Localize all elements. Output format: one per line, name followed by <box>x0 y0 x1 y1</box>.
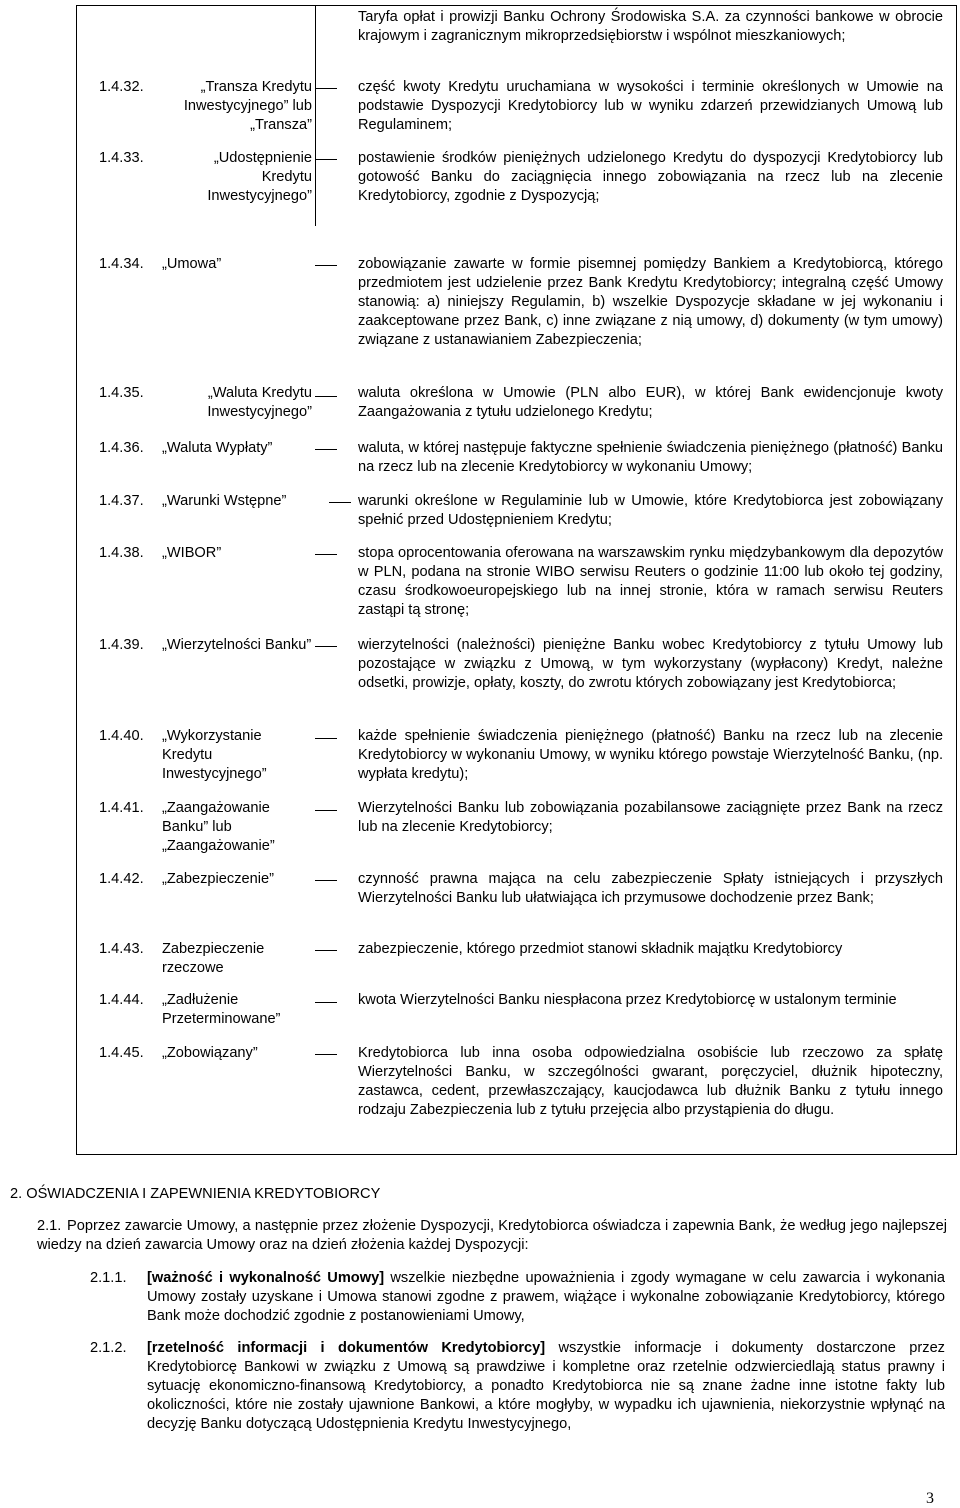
definition-text: waluta określona w Umowie (PLN albo EUR), w której Bank ewidencjonuje kwoty Zaangażowania z tytułu udzielonego Kredytu; <box>358 385 943 420</box>
dash-divider <box>315 646 337 647</box>
definition-number: 1.4.39. <box>99 637 144 653</box>
definition-number: 1.4.36. <box>99 440 144 456</box>
definition-text: część kwoty Kredytu uruchamiana w wysokości i terminie określonych w Umowie na podstawie Dyspozycji Kredytobiorcy lub w wyniku zdarzeń przewidzianych Umową lub Regulaminem; <box>358 79 943 133</box>
dash-divider <box>315 396 337 397</box>
dash-divider <box>315 810 337 811</box>
definition-text: czynność prawna mająca na celu zabezpieczenie Spłaty istniejących i przyszłych Wierzytelności Banku lub ułatwiająca ich przymusowe dochodzenie przez Bank; <box>358 871 943 906</box>
paragraph-text: wszystkie informacje i dokumenty dostarczone przez Kredytobiorcę Bankowi w związku z Umową są prawdziwe i kompletne oraz rzetelnie odzwierciedlają status prawny i sytuację ekonomiczno-finansową Kredytobiorcy, a ponadto Kredytobiorca nie są znane żadne inne istotne fakty lub okoliczności, które nie zostały ujawnione Bankowi, a które mogłyby, w wypadku ich ujawnienia, niekorzystnie wpłynąć na decyzję Banku dotyczącą Udostępnienia Kredytu Inwestycyjnego, <box>147 1340 945 1432</box>
definition-term: „Zobowiązany” <box>162 1045 258 1061</box>
dash-divider <box>315 880 337 881</box>
definition-term: „Umowa” <box>162 256 222 272</box>
paragraph-text: Poprzez zawarcie Umowy, a następnie przez złożenie Dyspozycji, Kredytobiorca oświadcza i zapewnia Bank, że według jego najlepszej wiedzy na dzień zawarcia Umowy oraz na dzień złożenia każdej Dyspozycji: <box>37 1218 947 1253</box>
paragraph-2-1 <box>37 1217 947 1255</box>
definition-term: „Zadłużenie Przeterminowane” <box>162 992 281 1027</box>
paragraph-body <box>147 1339 945 1434</box>
definition-term: „Zaangażowanie Banku” lub „Zaangażowanie” <box>162 800 275 854</box>
definition-number: 1.4.44. <box>99 992 144 1008</box>
definition-number: 1.4.32. <box>99 79 144 95</box>
definition-term: „Warunki Wstępne” <box>162 493 287 509</box>
definition-text: Taryfa opłat i prowizji Banku Ochrony Środowiska S.A. za czynności bankowe w obrocie krajowym i zagranicznym mikroprzedsiębiorstw i wspólnot mieszkaniowych; <box>358 9 943 44</box>
definition-text: zabezpieczenie, którego przedmiot stanowi składnik majątku Kredytobiorcy <box>358 941 843 957</box>
definition-number: 1.4.38. <box>99 545 144 561</box>
dash-divider <box>315 265 337 266</box>
definition-number: 1.4.35. <box>99 385 144 401</box>
dash-divider <box>315 88 337 89</box>
section-heading: 2. OŚWIADCZENIA I ZAPEWNIENIA KREDYTOBIORCY <box>10 1186 381 1202</box>
dash-divider <box>329 502 351 503</box>
paragraph-bold-heading: [rzetelność informacji i dokumentów Kredytobiorcy] <box>147 1340 546 1356</box>
paragraph-bold-heading: [ważność i wykonalność Umowy] <box>147 1270 385 1286</box>
definition-text: postawienie środków pieniężnych udzielonego Kredytu do dyspozycji Kredytobiorcy lub gotowość Banku do zaciągnięcia innego zobowiązania na rzecz lub na zlecenie Kredytobiorcy, zgodnie z Dyspozycją; <box>358 150 943 204</box>
definition-text: zobowiązanie zawarte w formie pisemnej pomiędzy Bankiem a Kredytobiorcą, którego przedmiotem jest udzielenie przez Bank Kredytu Kredytobiorcy; integralną część Umowy stanowią: a) niniejszy Regulamin, b) wszelkie Dyspozycje składane w jej wykonaniu i zaakceptowane przez Bank, c) inne związane z nią umowy, d) dokumenty (w tym umowy) związane z ustanawianiem Zabezpieczenia; <box>358 256 943 348</box>
definition-text: Kredytobiorca lub inna osoba odpowiedzialna osobiście lub rzeczowo za spłatę Wierzytelności Banku, w szczególności gwarant, poręczyciel, dłużnik hipoteczny, zastawca, cedent, przewłaszczający, kaucjodawca lub dłużnik Banku z tytułu innego rodzaju Zabezpieczenia lub z tytułu przejęcia albo przystąpienia do długu. <box>358 1045 943 1118</box>
paragraph-body <box>147 1269 945 1326</box>
dash-divider <box>315 449 337 450</box>
definition-term: „Waluta Kredytu Inwestycyjnego” <box>207 385 312 420</box>
column-divider <box>315 6 316 226</box>
definition-term: „Zabezpieczenie” <box>162 871 274 887</box>
definition-number: 1.4.42. <box>99 871 144 887</box>
definition-text: stopa oprocentowania oferowana na warszawskim rynku międzybankowym dla depozytów w PLN, podana na stronie WIBO serwisu Reuters o godzinie 11:00 lub około tej godziny, czasu środkowoeuropejskiego lub na innej stronie, która w ramach serwisu Reuters zastąpi tą stronę; <box>358 545 943 618</box>
dash-divider <box>315 950 337 951</box>
definition-term: „Transza Kredytu Inwestycyjnego” lub „Transza” <box>183 79 312 133</box>
definition-text: Wierzytelności Banku lub zobowiązania pozabilansowe zaciągnięte przez Bank na rzecz lub na zlecenie Kredytobiorcy; <box>358 800 943 835</box>
dash-divider <box>315 554 337 555</box>
definition-number: 1.4.45. <box>99 1045 144 1061</box>
definition-text: warunki określone w Regulaminie lub w Umowie, które Kredytobiorca jest zobowiązany spełnić przed Udostępnieniem Kredytu; <box>358 493 943 528</box>
definition-term: „WIBOR” <box>162 545 222 561</box>
definition-text: waluta, w której następuje faktyczne spełnienie świadczenia pieniężnego (płatność) Banku na rzecz lub na zlecenie Kredytobiorcy w wykonaniu Umowy; <box>358 440 943 475</box>
dash-divider <box>315 159 337 160</box>
definition-number: 1.4.37. <box>99 493 144 509</box>
definition-text: każde spełnienie świadczenia pieniężnego (płatność) Banku na rzecz lub na zlecenie Kredytobiorcy w wykonaniu Umowy, w wyniku którego powstaje Wierzytelność Banku, (np. wypłata kredytu); <box>358 728 943 782</box>
definition-term: „Waluta Wypłaty” <box>162 440 273 456</box>
paragraph-number: 2.1. <box>37 1218 62 1234</box>
definition-term: Zabezpieczenie rzeczowe <box>162 941 265 976</box>
paragraph-number: 2.1.1. <box>90 1270 127 1286</box>
paragraph-text: wszelkie niezbędne upoważnienia i zgody wymagane w celu zawarcia i wykonania Umowy zostały uzyskane i Umowa stanowi zgodne z prawem, wiążące i wykonalne zobowiązanie Kredytobiorcy, którego Bank może dochodzić zgodnie z postanowieniami Umowy, <box>147 1270 945 1324</box>
page-number: 3 <box>926 1490 934 1507</box>
paragraph-number: 2.1.2. <box>90 1340 127 1356</box>
dash-divider <box>315 1002 337 1003</box>
definition-number: 1.4.34. <box>99 256 144 272</box>
definitions-table <box>76 5 957 1155</box>
definition-number: 1.4.33. <box>99 150 144 166</box>
definition-term: „Udostępnienie Kredytu Inwestycyjnego” <box>207 150 312 204</box>
definition-text: wierzytelności (należności) pieniężne Banku wobec Kredytobiorcy z tytułu Umowy lub pozostające w związku z Umową, w tym wykorzystany (wypłacony) Kredyt, należne odsetki, prowizje, opłaty, koszty, do zwrotu których zobowiązany jest Kredytobiorca; <box>358 637 943 691</box>
definition-term: „Wykorzystanie Kredytu Inwestycyjnego” <box>162 728 267 782</box>
dash-divider <box>315 738 337 739</box>
definition-number: 1.4.41. <box>99 800 144 816</box>
definition-text: kwota Wierzytelności Banku niespłacona przez Kredytobiorcę w ustalonym terminie <box>358 992 897 1008</box>
dash-divider <box>315 1054 337 1055</box>
definition-number: 1.4.40. <box>99 728 144 744</box>
definition-number: 1.4.43. <box>99 941 144 957</box>
definition-term: „Wierzytelności Banku” <box>162 637 312 653</box>
